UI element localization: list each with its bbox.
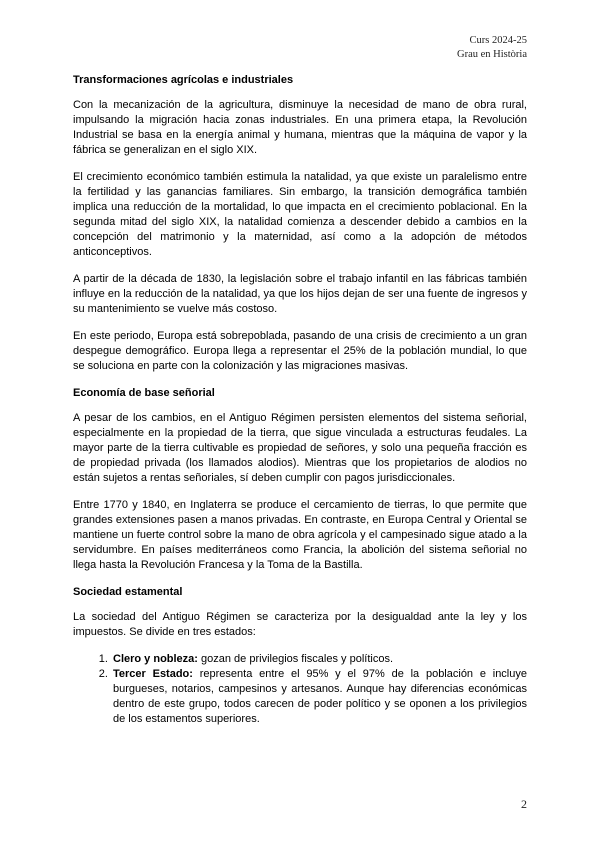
section-agricultural-industrial bbox=[73, 73, 527, 374]
list-item-text: representa entre el 95% y el 97% de la población e incluye burgueses, notarios, campesinos y artesanos. Aunque hay diferencias económicas dentro de este grupo, todos carecen de poder político y se oponen a los privilegios de los estamentos superiores. bbox=[113, 668, 527, 725]
list-item bbox=[111, 652, 527, 667]
estates-list bbox=[73, 652, 527, 727]
paragraph: El crecimiento económico también estimula la natalidad, ya que existe un paralelismo entre la fertilidad y las ganancias familiares. Sin embargo, la transición demográfica también implica una reducción de la mortalidad, lo que impacta en el crecimiento poblacional. En la segunda mitad del siglo XIX, la natalidad comienza a descender debido a cambios en la concepción del matrimonio y la maternidad, así como a la adopción de métodos anticonceptivos. bbox=[73, 171, 527, 258]
section-title: Economía de base señorial bbox=[73, 387, 215, 399]
section-title: Sociedad estamental bbox=[73, 586, 183, 598]
document-body bbox=[73, 73, 527, 729]
list-item bbox=[111, 667, 527, 727]
degree-name: Grau en Història bbox=[457, 49, 527, 60]
section-seigneurial-economy bbox=[73, 386, 527, 573]
paragraph: La sociedad del Antiguo Régimen se caracteriza por la desigualdad ante la ley y los impuestos. Se divide en tres estados: bbox=[73, 611, 527, 638]
course-year: Curs 2024-25 bbox=[469, 35, 527, 46]
paragraph: Entre 1770 y 1840, en Inglaterra se produce el cercamiento de tierras, lo que permite que grandes extensiones pasen a manos privadas. En contraste, en Europa Central y Oriental se mantiene un fuerte control sobre la mano de obra agrícola y el campesinado sigue atado a la servidumbre. En países mediterráneos como Francia, la abolición del sistema señorial no llega hasta la Revolución Francesa y la Toma de la Bastilla. bbox=[73, 499, 527, 571]
list-item-term: Clero y nobleza: bbox=[113, 653, 198, 665]
page-number: 2 bbox=[521, 797, 527, 811]
list-item-text: gozan de privilegios fiscales y políticos. bbox=[197, 653, 394, 665]
section-estate-society bbox=[73, 585, 527, 727]
page-header bbox=[457, 34, 527, 62]
paragraph: En este periodo, Europa está sobrepoblada, pasando de una crisis de crecimiento a un gran despegue demográfico. Europa llega a representar el 25% de la población mundial, lo que se soluciona en parte con la colonización y las migraciones masivas. bbox=[73, 330, 527, 372]
section-title: Transformaciones agrícolas e industriales bbox=[73, 74, 294, 86]
list-item-term: Tercer Estado: bbox=[113, 668, 193, 680]
paragraph: A pesar de los cambios, en el Antiguo Régimen persisten elementos del sistema señorial, especialmente en la propiedad de la tierra, que sigue vinculada a estructuras feudales. La mayor parte de la tierra cultivable es propiedad de señores, y solo una pequeña fracción es de propiedad privada (los llamados alodios). Mientras que los propietarios de alodios no están sujetos a rentas señoriales, sí deben cumplir con pagos jurisdiccionales. bbox=[73, 412, 527, 484]
paragraph: Con la mecanización de la agricultura, disminuye la necesidad de mano de obra rural, impulsando la migración hacia zonas industriales. En una primera etapa, la Revolución Industrial se basa en la energía animal y humana, mientras que la máquina de vapor y la fábrica se generalizan en el siglo XIX. bbox=[73, 99, 527, 156]
paragraph: A partir de la década de 1830, la legislación sobre el trabajo infantil en las fábricas también influye en la reducción de la natalidad, ya que los hijos dejan de ser una fuente de ingresos y su mantenimiento se vuelve más costoso. bbox=[73, 273, 527, 315]
